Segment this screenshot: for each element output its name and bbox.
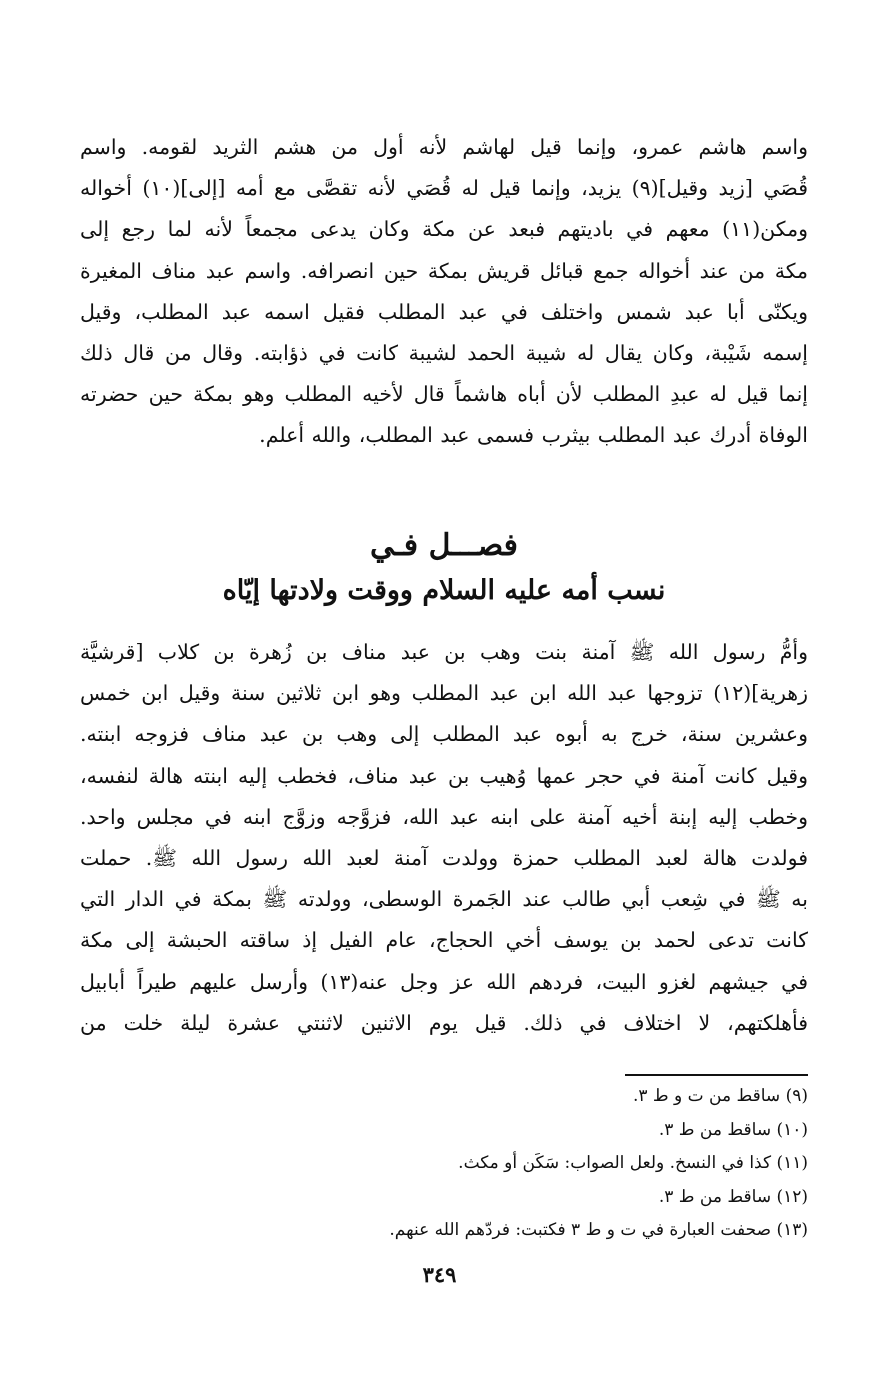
text-line: وخطب إليه إبنة أخيه آمنة على ابنه عبد الله، فزوَّجه وزوَّج ابنه في مجلس واحد. <box>80 804 808 829</box>
text-line: فأهلكتهم، لا اختلاف في ذلك. قيل يوم الاثنين لاثنتي عشرة ليلة خلت من <box>80 1010 808 1035</box>
text-line: به ﷺ في شِعب أبي طالب عند الجَمرة الوسطى، وولدته ﷺ بمكة في الدار التي <box>80 887 808 912</box>
text-line: واسم هاشم عمرو، وإنما قيل لهاشم لأنه أول من هشم الثريد لقومه. واسم <box>80 135 808 159</box>
text-line: مكة من عند أخواله جمع قبائل قريش بمكة حين انصرافه. واسم عبد مناف المغيرة <box>80 258 808 283</box>
text-line: وقيل كانت آمنة في حجر عمها وُهيب بن عبد مناف، فخطب إليه ابنته هالة لنفسه، <box>80 763 808 788</box>
section-subheading: نسب أمه عليه السلام ووقت ولادتها إيّاه <box>222 575 666 606</box>
text-line: إنما قيل له عبدِ المطلب لأن أباه هاشماً قال لأخيه المطلب وهو بمكة حين حضرته <box>80 382 808 407</box>
page-number: ٣٤٩ <box>422 1262 457 1287</box>
paragraph-main <box>80 632 808 1044</box>
footnote: (١١) كذا في النسخ. ولعل الصواب: سَكَن أو مكث. <box>458 1153 808 1173</box>
footnotes <box>80 1080 808 1248</box>
text-line: ومكن(١١) معهم في باديتهم فبعد عن مكة وكان يدعى مجمعاً لأنه لما رجع إلى <box>80 217 808 242</box>
text-line: قُصَي [زيد وقيل](٩) يزيد، وإنما قيل له قُصَي لأنه تقصَّى مع أمه [إلى](١٠) أخواله <box>80 176 808 201</box>
text-line: وعشرين سنة، خرج به أبوه عبد المطلب إلى وهب بن عبد مناف فزوجه ابنته. <box>80 722 808 747</box>
text-line: الوفاة أدرك عبد المطلب بيثرب فسمى عبد المطلب، والله أعلم. <box>259 423 808 448</box>
footnote: (٩) ساقط من ت و ط ٣. <box>632 1086 808 1106</box>
text-line: وأمُّ رسول الله ﷺ آمنة بنت وهب بن عبد مناف بن زُهرة بن كلاب [قرشيَّة <box>80 640 808 664</box>
paragraph-top <box>80 127 808 457</box>
footnote: (١٣) صحفت العبارة في ت و ط ٣ فكتبت: فردّهم الله عنهم. <box>389 1220 808 1240</box>
text-line: إسمه شَيْبة، وكان يقال له شيبة الحمد لشيبة كانت في ذؤابته. وقال من قال ذلك <box>80 340 808 365</box>
text-line: في جيشهم لغزو البيت، فردهم الله عز وجل عنه(١٣) وأرسل عليهم طيراً أبابيل <box>80 969 808 994</box>
section-heading: فصـــل فـي <box>369 528 519 563</box>
text-line: ويكنّى أبا عبد شمس واختلف في عبد المطلب فقيل اسمه عبد المطلب، وقيل <box>80 299 808 324</box>
footnote-divider <box>625 1074 808 1076</box>
footnote: (١٠) ساقط من ط ٣. <box>658 1119 808 1140</box>
footnote: (١٢) ساقط من ط ٣. <box>658 1186 808 1207</box>
text-line: كانت تدعى لحمد بن يوسف أخي الحجاج، عام الفيل إذ ساقته الحبشة إلى مكة <box>80 928 808 953</box>
text-line: فولدت هالة لعبد المطلب حمزة وولدت آمنة لعبد الله رسول الله ﷺ. حملت <box>80 845 808 870</box>
text-line: زهرية](١٢) تزوجها عبد الله ابن عبد المطلب وهو ابن ثلاثين سنة وقيل ابن خمس <box>80 681 808 706</box>
